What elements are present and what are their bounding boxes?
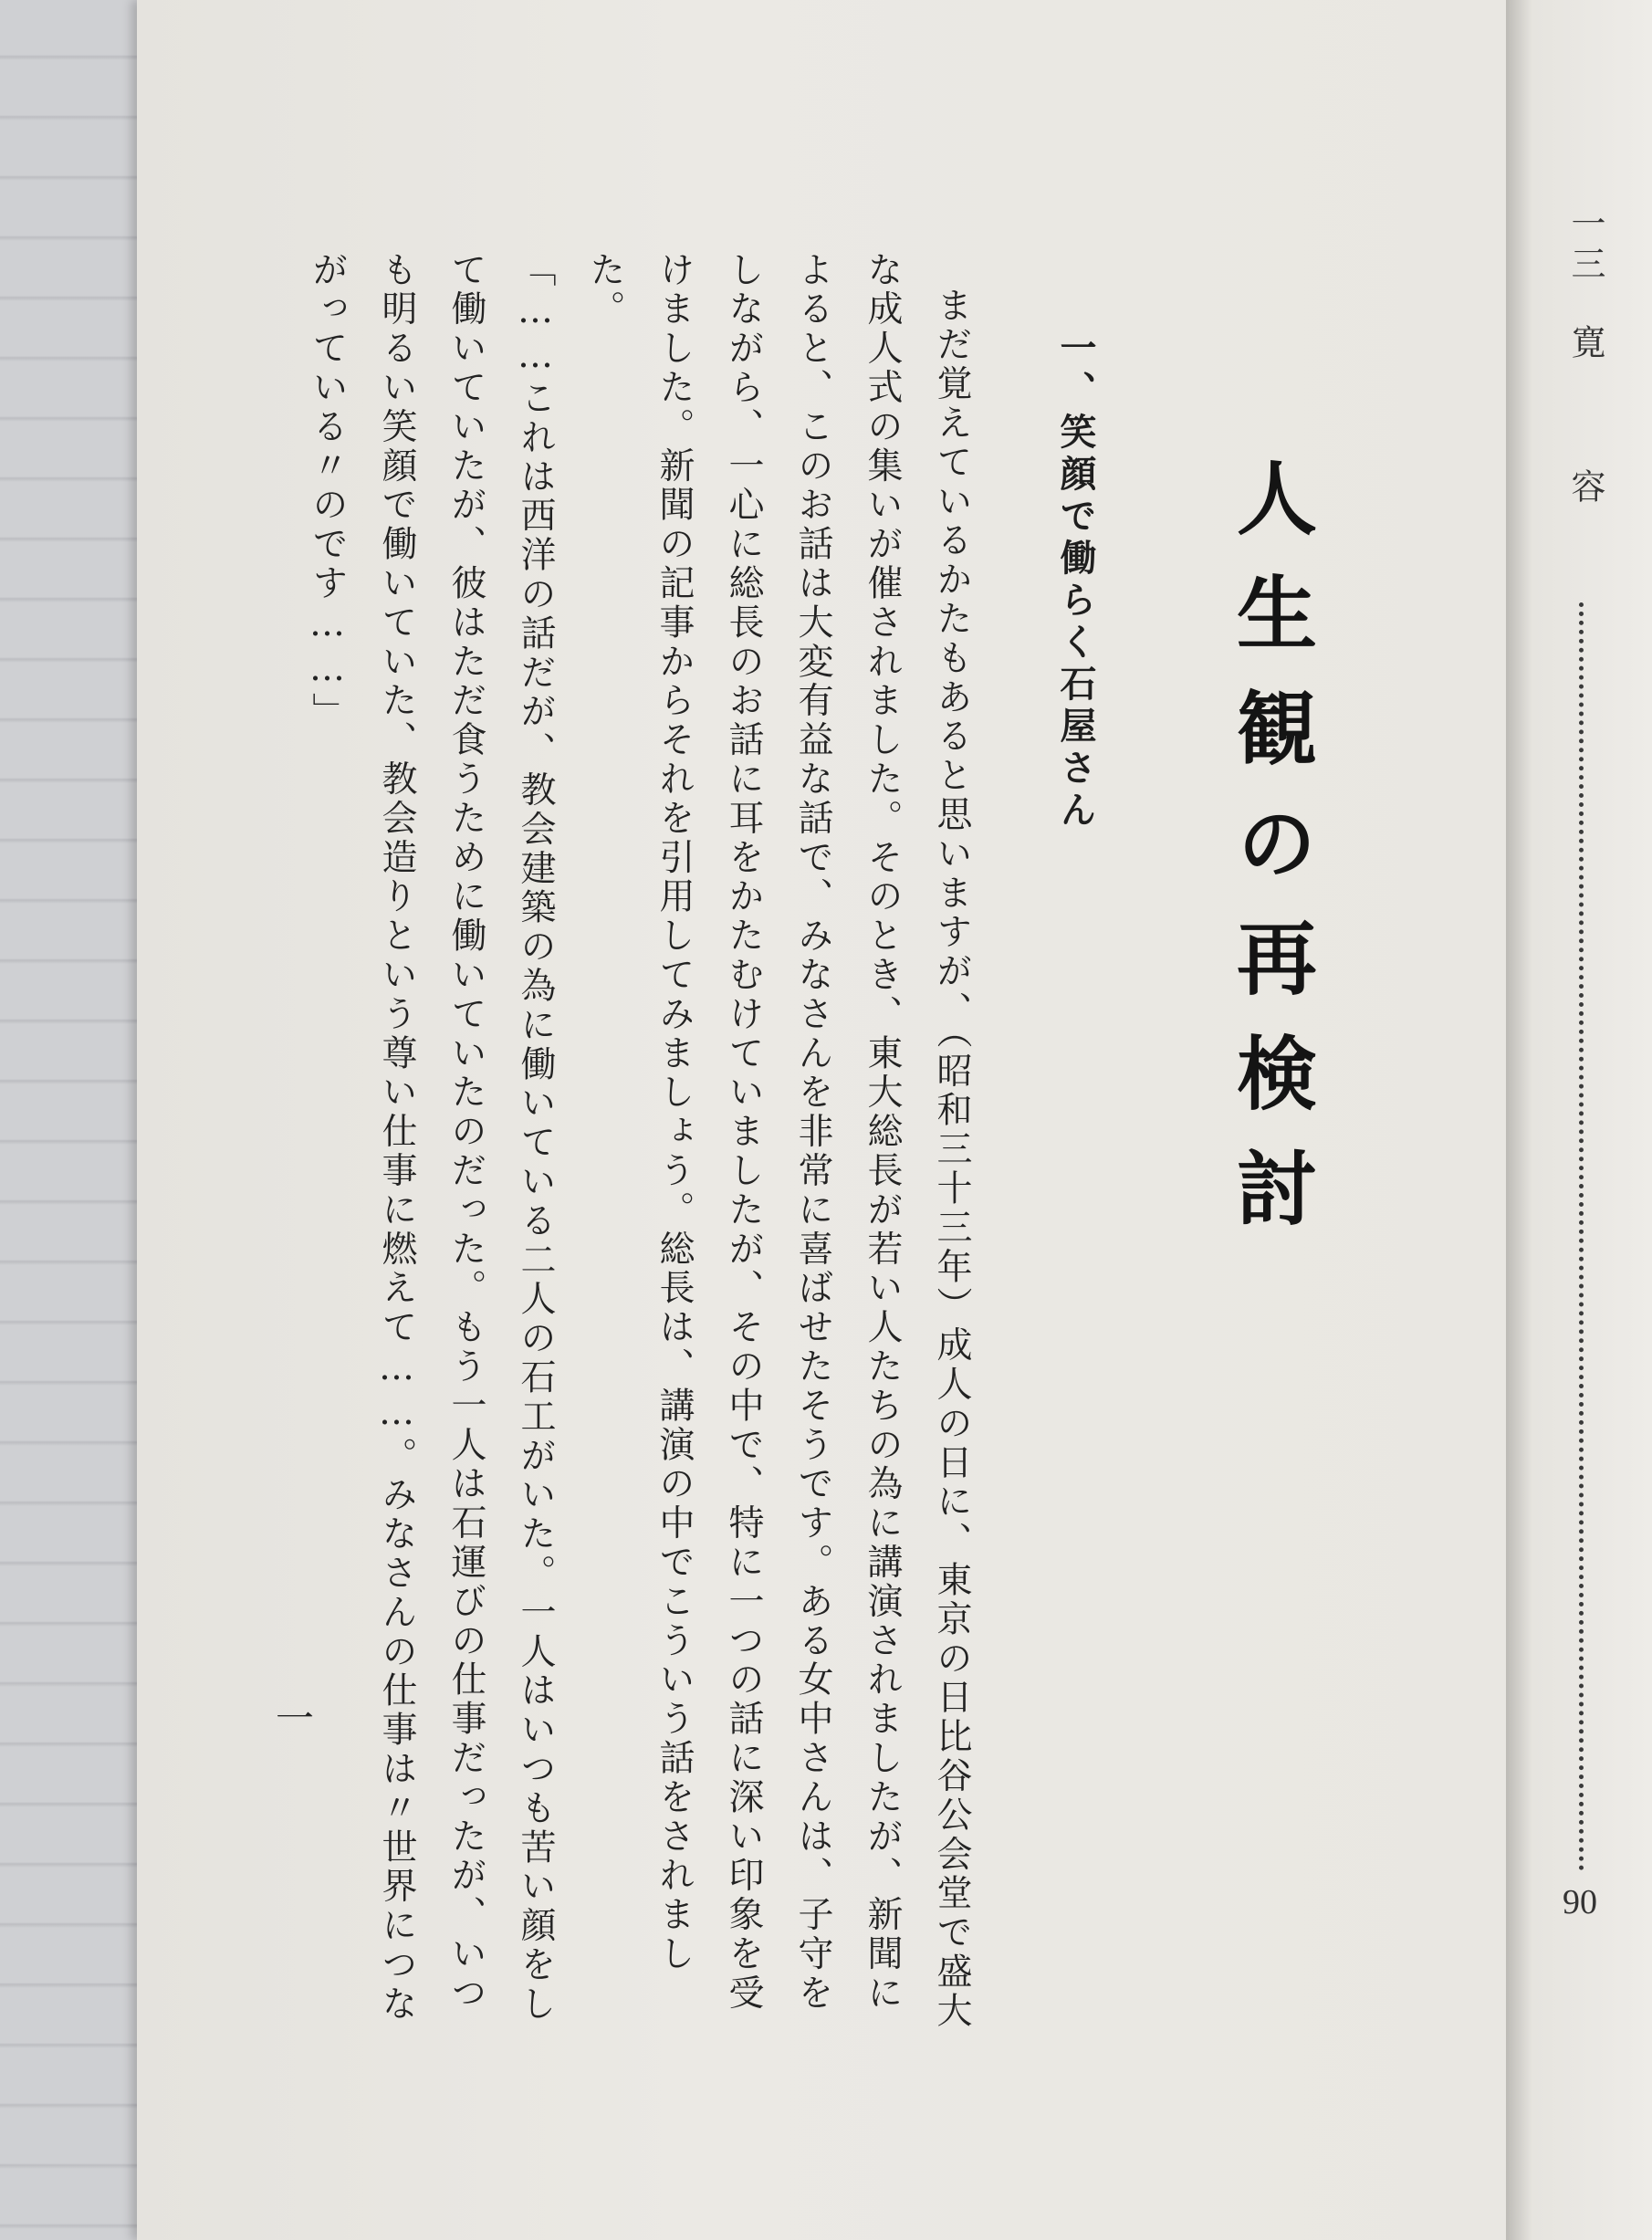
toc-chapter-title: 寛容 (1565, 324, 1605, 612)
background-surface (0, 0, 155, 2240)
body-text (292, 251, 986, 2040)
toc-chapter-number: 一三 (1565, 205, 1605, 286)
page-folio: 一 (270, 1698, 315, 1736)
body-paragraph: まだ覚えているかたもあると思いますが、（昭和三十三年）成人の日に、東京の日比谷公会堂で盛大な成人式の集いが催されました。そのとき、東大総長が若い人たちの為に講演されましたが、新聞によると、このお話は大変有益な話で、みなさんを非常に喜ばせたそうです。ある女中さんは、子守をしながら、一心に総長のお話に耳をかたむけていましたが、その中で、特に一つの話に深い印象を受けました。新聞の記事からそれを引用してみましょう。総長は、講演の中でこういう話をされました。 (584, 251, 972, 2031)
toc-page-number: 90 (1563, 1883, 1597, 1921)
body-paragraph: 「……これは西洋の話だが、教会建築の為に働いている二人の石工がいた。一人はいつも苦い顔をして働いていたが、彼はただ食うために働いていたのだった。もう一人は石運びの仕事だったが、いつも明るい笑顔で働いていた、教会造りという尊い仕事に燃えて……。みなさんの仕事は〃世界につながっている〃のです……」 (307, 251, 556, 2025)
chapter-title: 人生観の再検討 (1224, 456, 1319, 1261)
toc-dot-leader (1579, 602, 1584, 1871)
section-heading: 一、笑顔で働らく石屋さん (1054, 329, 1096, 832)
